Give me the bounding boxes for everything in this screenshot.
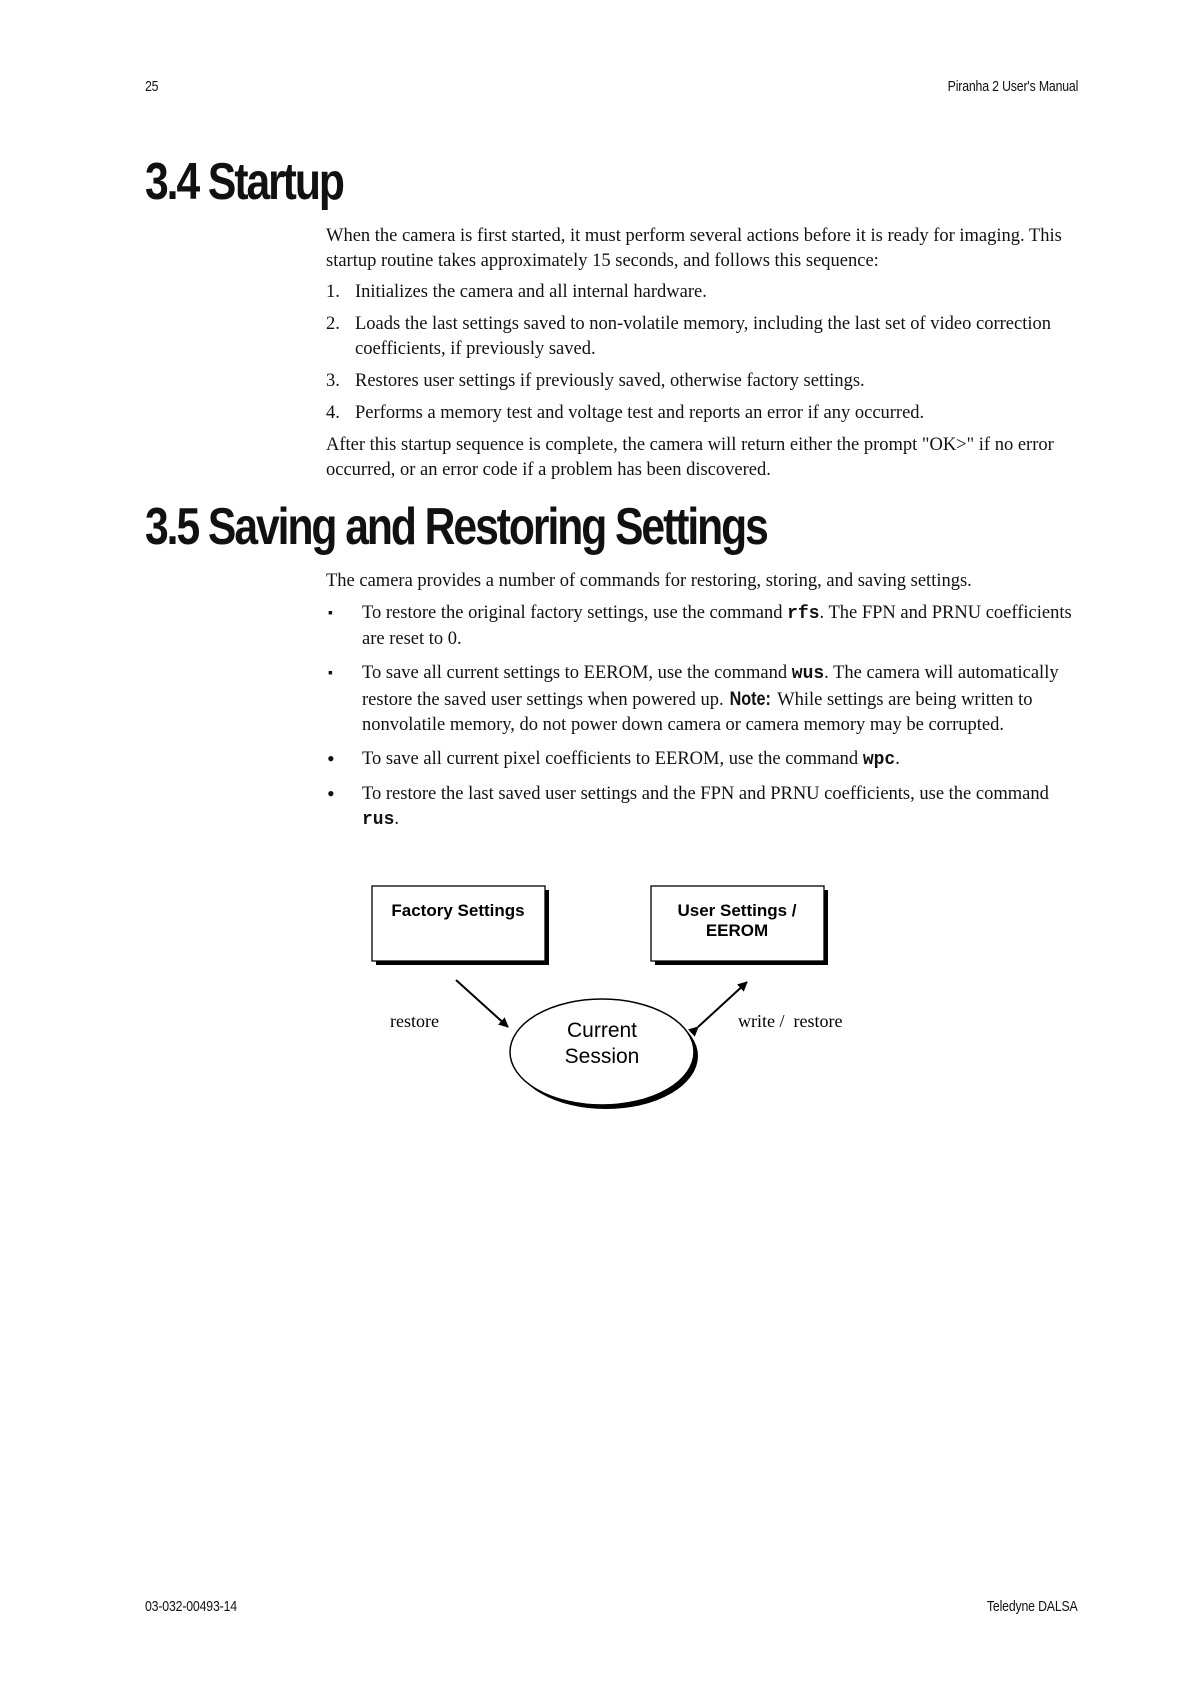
command-code: rus [362, 810, 395, 830]
current-session-line1: Current [566, 1019, 638, 1042]
saving-intro: The camera provides a number of commands for restoring, storing, and saving settings. [326, 571, 972, 591]
startup-section [326, 224, 1086, 483]
list-item: ▪ To restore the original factory settings, use the command rfs. The FPN and PRNU coefficients are reset to 0. [328, 603, 1072, 649]
manual-title: Piranha 2 User's Manual [947, 78, 1078, 95]
list-item: • To save all current pixel coefficients to EEROM, use the command wpc. [327, 746, 900, 771]
saving-commands-list [326, 601, 1086, 833]
write-restore-label: write / restore [738, 1011, 843, 1031]
user-settings-box [651, 886, 828, 965]
company-name: Teledyne DALSA [987, 1598, 1078, 1615]
startup-intro: When the camera is first started, it must perform several actions before it is ready for imaging. This startup routine takes approximately 15 seconds, and follows this sequence: [326, 226, 1062, 271]
user-settings-label-line1: User Settings / [677, 901, 797, 920]
section-heading-startup: 3.4 Startup [145, 153, 343, 211]
list-item: • To restore the last saved user settings and the FPN and PRNU coefficients, use the command rus. [327, 781, 1049, 830]
square-bullet-icon: ▪ [328, 606, 333, 621]
page-number: 25 [145, 78, 159, 95]
command-code: rfs [787, 604, 820, 624]
round-bullet-icon: • [327, 746, 335, 771]
note-label: Note: [729, 689, 772, 710]
startup-outro: After this startup sequence is complete, the camera will return either the prompt "OK>" if no error occurred, or an error code if a problem has been discovered. [326, 435, 1054, 480]
list-item: 3. Restores user settings if previously saved, otherwise factory settings. [326, 371, 865, 391]
list-item: 4. Performs a memory test and voltage test and reports an error if any occurred. [326, 403, 925, 423]
round-bullet-icon: • [327, 781, 335, 806]
factory-settings-label: Factory Settings [391, 901, 525, 920]
current-session-ellipse [510, 999, 698, 1109]
command-code: wus [791, 664, 825, 684]
restore-label: restore [390, 1011, 439, 1031]
command-code: wpc [862, 750, 896, 770]
startup-steps-list [326, 280, 1086, 426]
current-session-line2: Session [564, 1045, 640, 1068]
list-item: 1. Initializes the camera and all internal hardware. [326, 282, 707, 302]
list-item: 2. Loads the last settings saved to non-volatile memory, including the last set of video correction coefficients, if previously saved. [326, 314, 1051, 359]
square-bullet-icon: ▪ [328, 666, 333, 681]
section-heading-saving: 3.5 Saving and Restoring Settings [145, 498, 767, 556]
factory-settings-box [372, 886, 549, 965]
user-settings-label-line2: EEROM [705, 921, 769, 940]
settings-flow-diagram [370, 880, 870, 1120]
document-number: 03-032-00493-14 [145, 1598, 237, 1615]
saving-section [326, 569, 1086, 842]
restore-arrow [456, 980, 508, 1027]
list-item: ▪ To save all current settings to EEROM, use the command wus. The camera will automatically restore the saved user settings when powered up. Note: While settings are being written to nonvolatile memory, do not power down camera or camera memory may be corrupted. [328, 663, 1059, 735]
